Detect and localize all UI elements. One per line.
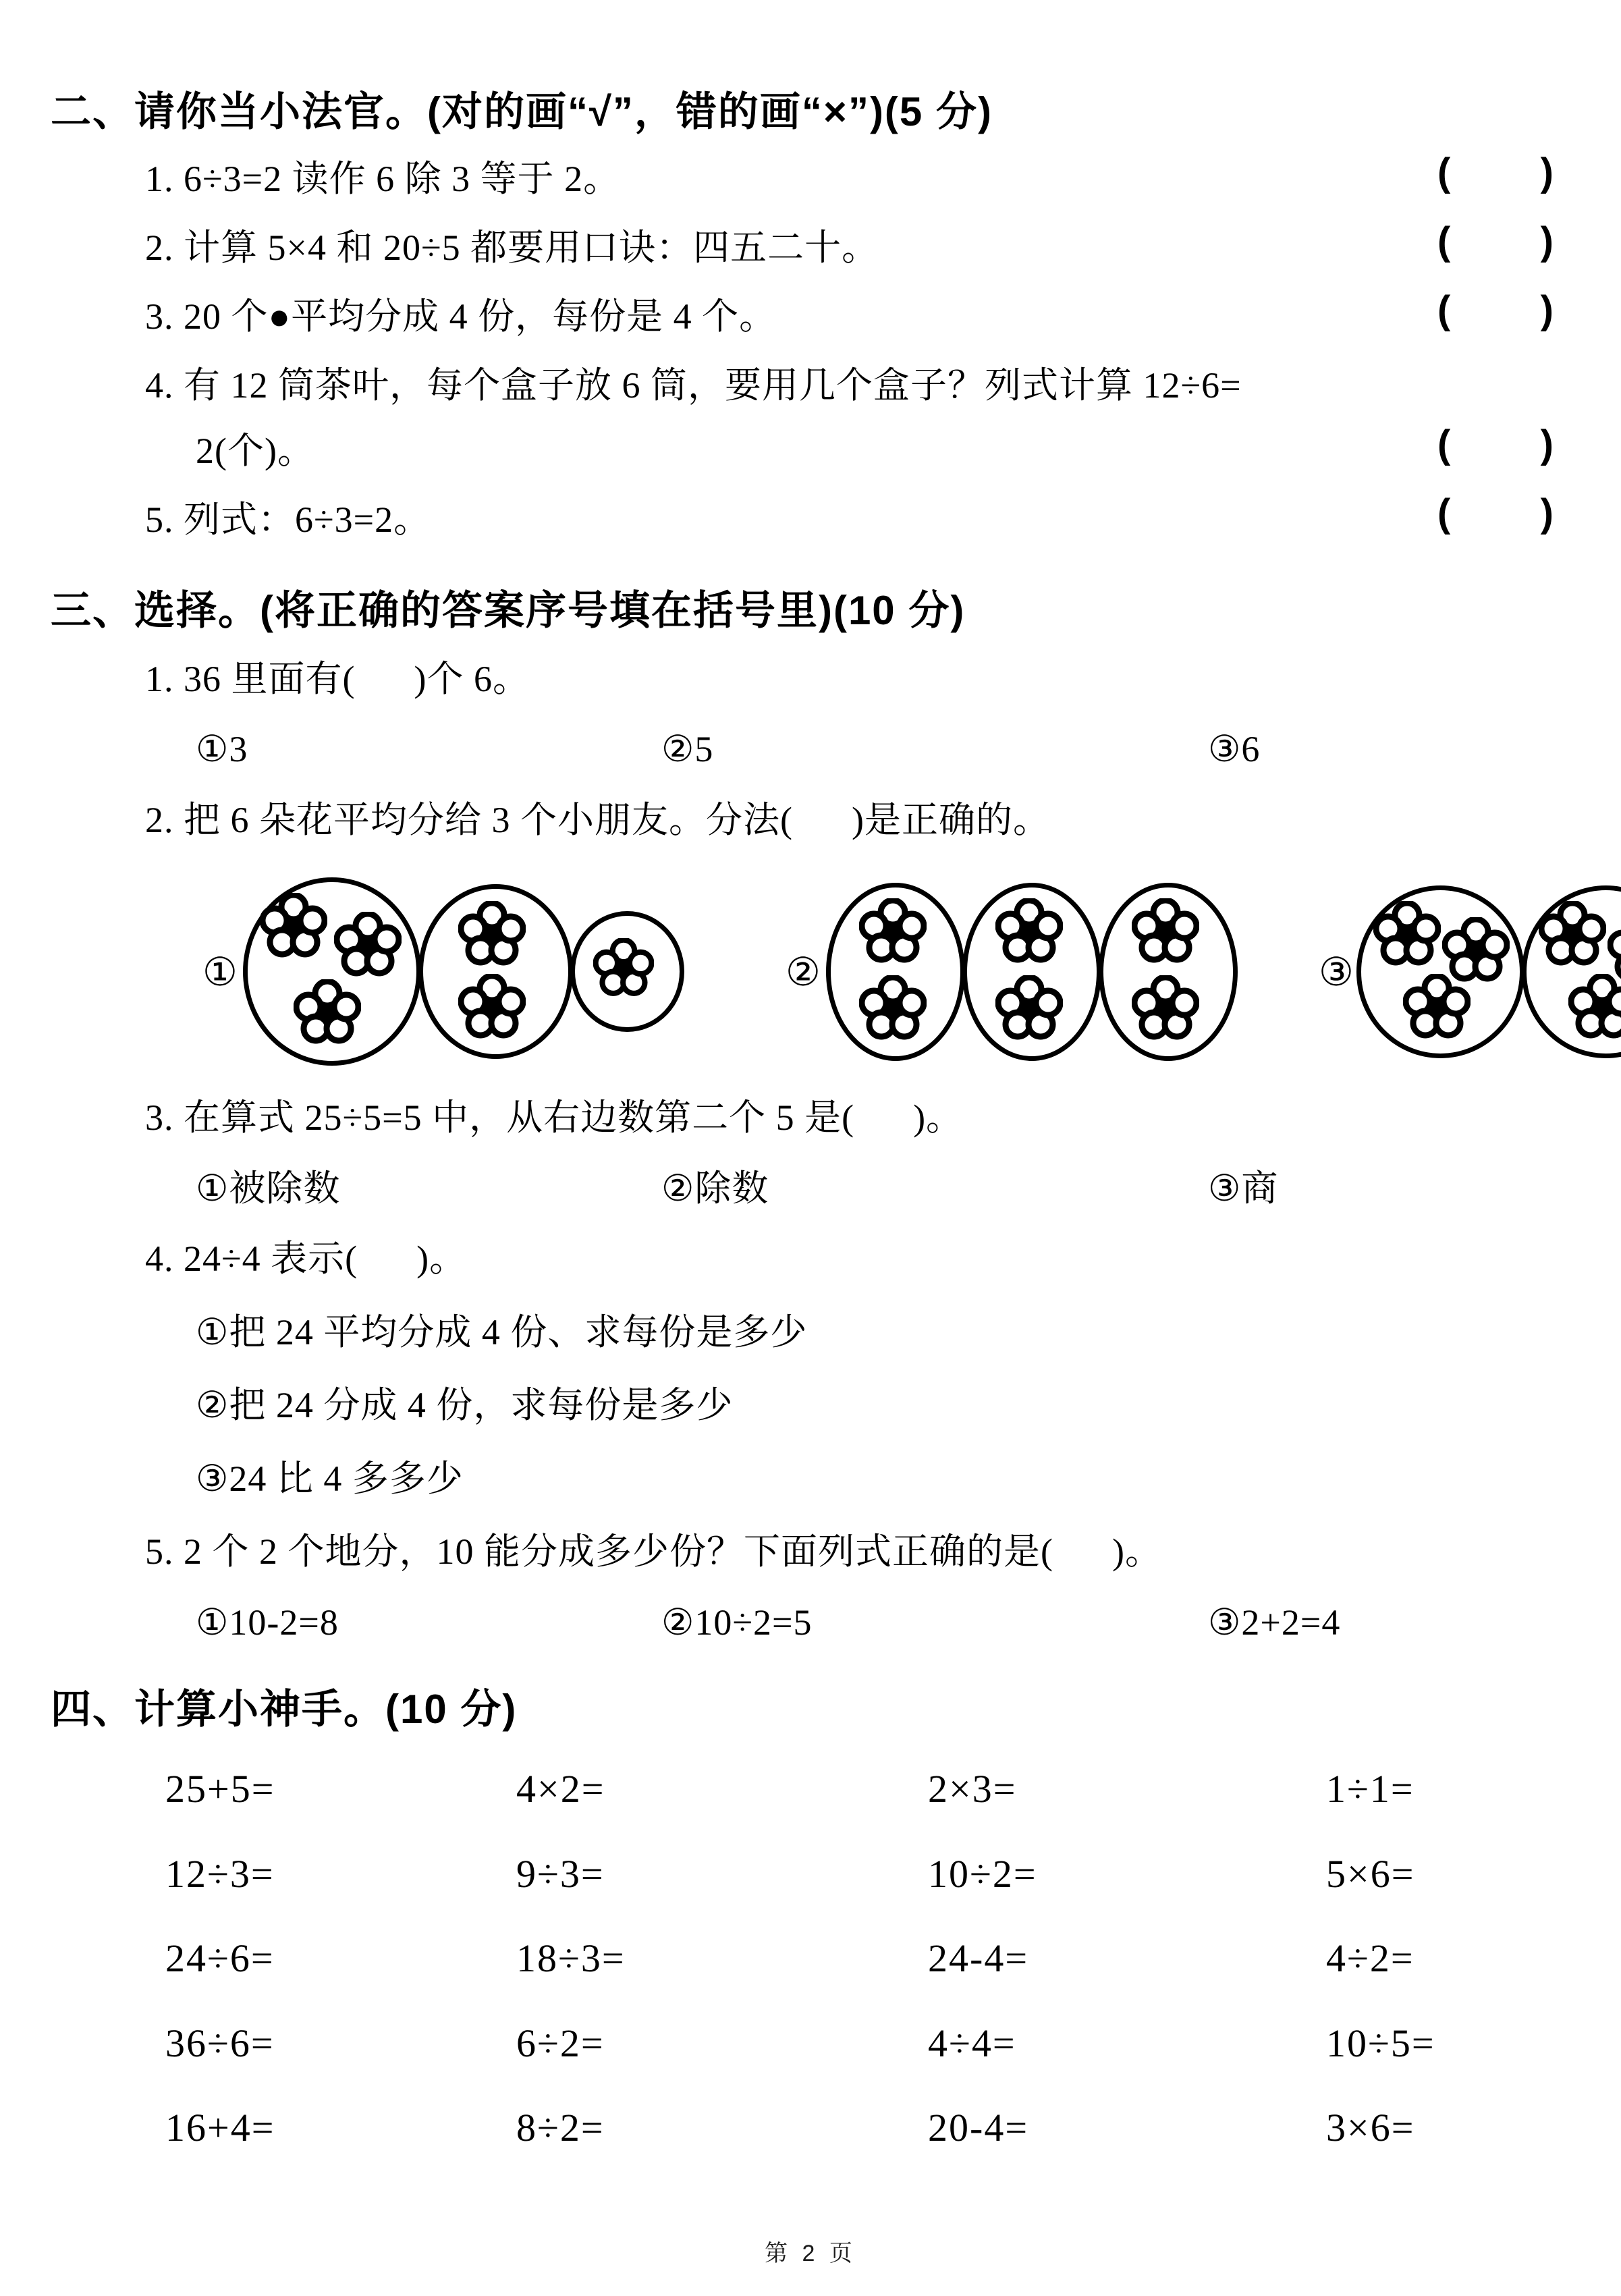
flower-icon <box>995 898 1063 966</box>
calc-problem: 12÷3= <box>165 1851 275 1896</box>
calc-problem: 20-4= <box>928 2105 1029 2150</box>
flower-icon <box>1539 901 1606 968</box>
calc-grid <box>165 1764 1621 2153</box>
flower-option-1 <box>202 877 684 1066</box>
section-judge <box>0 80 1621 549</box>
flower-option-2 <box>786 883 1238 1061</box>
flower-option-2-label: ② <box>786 948 821 995</box>
choice-q4-option-3: ③24 比 4 多多少 <box>196 1458 464 1499</box>
choice-question-3-text: 3. 在算式 25÷5=5 中，从右边数第二个 5 是( )。 <box>145 1097 964 1139</box>
choice-q4-option-2: ②把 24 分成 4 份，求每份是多少 <box>196 1385 734 1426</box>
flower-icon <box>1403 974 1471 1041</box>
flower-icon <box>1568 974 1621 1041</box>
section-judge-title: 二、请你当小法官。(对的画“√”，错的画“×”)(5 分) <box>51 89 993 134</box>
flower-circle-3 <box>243 877 421 1066</box>
calc-problem: 18÷3= <box>516 1936 626 1981</box>
answer-bracket-5 <box>1437 487 1554 541</box>
calc-problem: 8÷2= <box>516 2105 605 2150</box>
calc-problem: 4÷2= <box>1326 1936 1414 1981</box>
flower-circle-3 <box>1356 885 1524 1058</box>
choice-q4-option-1: ①把 24 平均分成 4 份、求每份是多少 <box>196 1311 808 1352</box>
flower-circle-2 <box>826 883 965 1061</box>
flower-option-1-label: ① <box>202 948 238 995</box>
answer-bracket-3 <box>1437 283 1554 337</box>
calc-problem: 2×3= <box>928 1767 1017 1811</box>
calc-problem: 1÷1= <box>1326 1767 1414 1811</box>
flower-option-3 <box>1319 885 1621 1058</box>
bracket-close: ) <box>1540 491 1554 535</box>
flower-icon <box>458 974 526 1041</box>
judge-question-4 <box>145 360 1621 411</box>
bracket-open: ( <box>1437 219 1451 264</box>
choice-q1-option-2: ②5 <box>661 729 714 770</box>
judge-question-4-line2 <box>196 422 1621 480</box>
calc-problem: 36÷6= <box>165 2021 275 2065</box>
calc-problem: 4÷4= <box>928 2021 1016 2065</box>
page-number: 第 2 页 <box>765 2241 856 2266</box>
choice-question-5-options <box>196 1597 1621 1648</box>
choice-question-4-text: 4. 24÷4 表示( )。 <box>145 1238 467 1280</box>
section-choice-title: 三、选择。(将正确的答案序号填在括号里)(10 分) <box>51 587 966 633</box>
calc-problem: 3×6= <box>1326 2105 1415 2150</box>
flower-icon <box>260 893 327 960</box>
judge-question-5 <box>145 491 1621 549</box>
calc-problem: 4×2= <box>516 1767 605 1811</box>
choice-q5-option-2: ②10÷2=5 <box>661 1602 813 1643</box>
choice-question-1-options <box>196 724 1621 775</box>
flower-icon <box>294 979 361 1047</box>
calc-problem: 10÷2= <box>928 1851 1037 1896</box>
bracket-open: ( <box>1437 151 1451 194</box>
choice-q3-option-2: ②除数 <box>661 1168 769 1209</box>
section-choice <box>0 578 1621 1648</box>
bracket-open: ( <box>1437 491 1451 535</box>
flower-icon <box>995 975 1063 1043</box>
choice-question-5-text: 5. 2 个 2 个地分，10 能分成多少份？下面列式正确的是( )。 <box>145 1531 1162 1573</box>
flower-icon <box>593 938 654 999</box>
choice-question-1-text: 1. 36 里面有( )个 6。 <box>145 658 530 699</box>
choice-q1-option-1: ①3 <box>196 729 248 770</box>
calc-problem: 9÷3= <box>516 1851 605 1896</box>
bracket-close: ) <box>1540 219 1554 264</box>
judge-question-3-text: 3. 20 个●平均分成 4 份，每份是 4 个。 <box>145 296 777 337</box>
section-calc-title: 四、计算小神手。(10 分) <box>51 1687 518 1732</box>
calc-problem: 25+5= <box>165 1767 275 1811</box>
judge-question-1-text: 1. 6÷3=2 读作 6 除 3 等于 2。 <box>145 159 621 199</box>
choice-q5-option-3: ③2+2=4 <box>1208 1602 1341 1643</box>
flower-circle-1 <box>570 911 684 1032</box>
calc-problem: 24÷6= <box>165 1936 275 1981</box>
choice-question-3-options <box>196 1164 1621 1214</box>
flower-circle-2 <box>418 884 573 1059</box>
judge-question-4-text: 4. 有 12 筒茶叶，每个盒子放 6 筒，要用几个盒子？列式计算 12÷6= <box>145 365 1242 406</box>
choice-q3-option-1: ①被除数 <box>196 1168 341 1209</box>
judge-question-4-answer: 2(个)。 <box>196 430 314 471</box>
bracket-close: ) <box>1540 422 1554 466</box>
choice-question-2-diagrams <box>202 877 1621 1066</box>
calc-problem: 10÷5= <box>1326 2021 1435 2065</box>
calc-problem: 6÷2= <box>516 2021 605 2065</box>
flower-icon <box>1373 901 1441 968</box>
flower-icon <box>458 901 526 968</box>
bracket-open: ( <box>1437 422 1451 466</box>
calc-problem: 5×6= <box>1326 1851 1415 1896</box>
flower-circle-3 <box>1522 885 1621 1058</box>
judge-question-2 <box>145 219 1621 277</box>
section-calc <box>0 1677 1621 2153</box>
judge-question-2-text: 2. 计算 5×4 和 20÷5 都要用口诀：四五二十。 <box>145 227 879 269</box>
flower-icon <box>859 975 927 1043</box>
judge-question-1 <box>145 151 1621 208</box>
judge-question-3 <box>145 288 1621 346</box>
flower-circle-2 <box>1099 883 1238 1061</box>
calc-problem: 16+4= <box>165 2105 275 2150</box>
answer-bracket-1 <box>1437 146 1554 200</box>
flower-option-3-label: ③ <box>1319 948 1354 995</box>
choice-q1-option-3: ③6 <box>1208 729 1261 770</box>
flower-icon <box>334 912 402 979</box>
bracket-close: ) <box>1540 151 1554 194</box>
bracket-open: ( <box>1437 288 1451 333</box>
flower-icon <box>1132 975 1199 1043</box>
flower-circle-2 <box>962 883 1101 1061</box>
calc-problem: 24-4= <box>928 1936 1029 1981</box>
flower-icon <box>859 898 927 966</box>
choice-q5-option-1: ①10-2=8 <box>196 1602 339 1643</box>
flower-icon <box>1132 898 1199 966</box>
bracket-close: ) <box>1540 288 1554 333</box>
choice-question-2-text: 2. 把 6 朵花平均分给 3 个小朋友。分法( )是正确的。 <box>145 799 1050 840</box>
answer-bracket-2 <box>1437 215 1554 269</box>
choice-q3-option-3: ③商 <box>1208 1168 1279 1209</box>
judge-question-5-text: 5. 列式：6÷3=2。 <box>145 499 431 540</box>
answer-bracket-4 <box>1437 418 1554 472</box>
